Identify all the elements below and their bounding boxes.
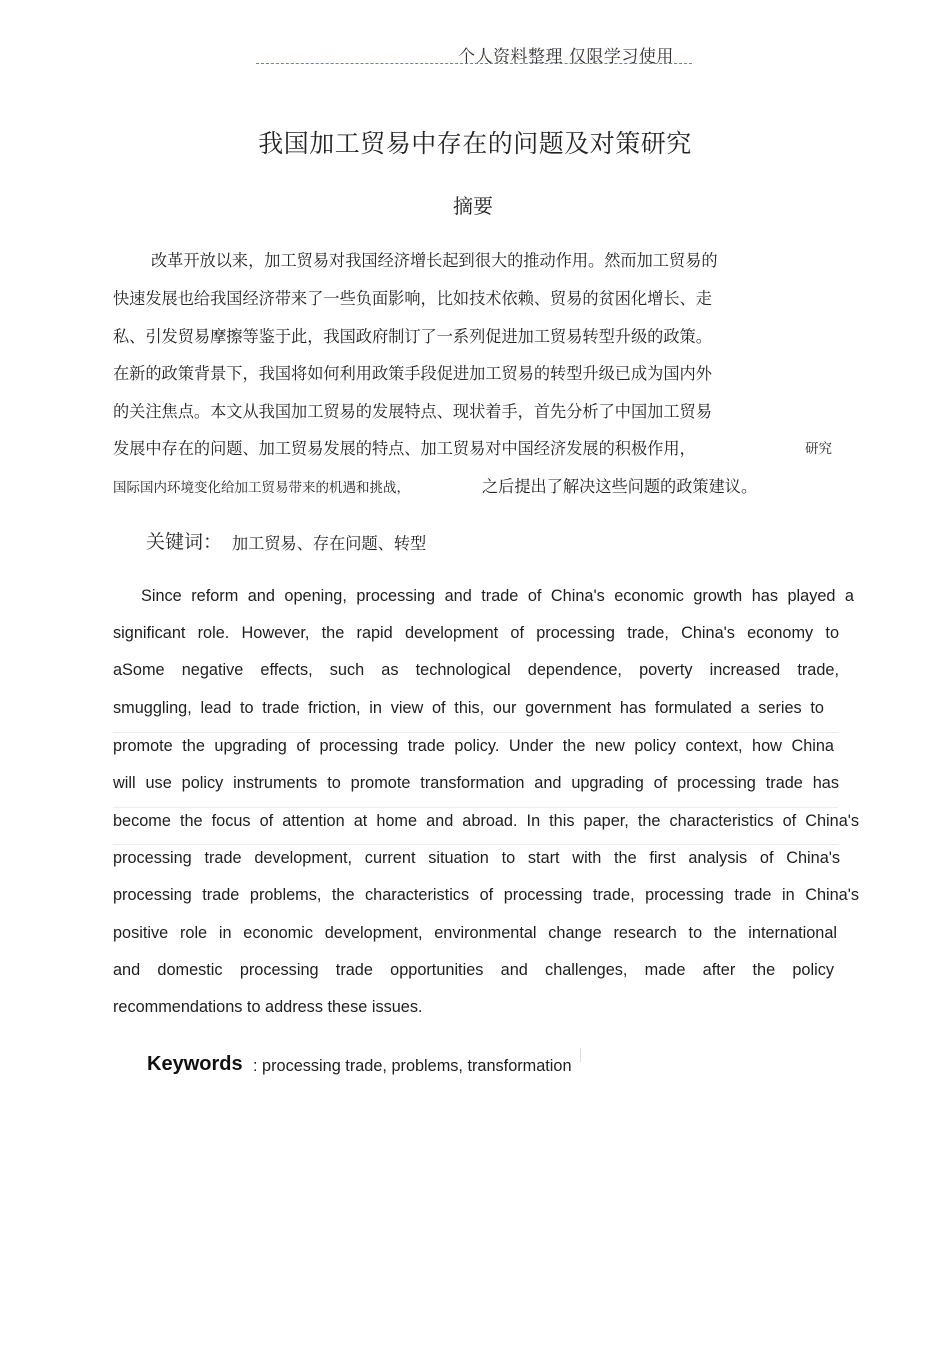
abstract-en-line: recommendations to address these issues. (113, 998, 423, 1016)
faint-rule (113, 732, 838, 733)
abstract-en-line: significant role. However, the rapid development of processing trade, China's economy to (113, 624, 839, 642)
text-cursor-mark (580, 1048, 581, 1062)
faint-rule (113, 844, 838, 845)
abstract-en-line: and domestic processing trade opportunities and challenges, made after the policy (113, 961, 834, 979)
abstract-en-line: aSome negative effects, such as technological dependence, poverty increased trade, (113, 661, 839, 679)
keywords-en-value: : processing trade, problems, transformation (253, 1057, 572, 1075)
abstract-en-line: will use policy instruments to promote transformation and upgrading of processing trade has (113, 774, 839, 792)
abstract-cn-line: 发展中存在的问题、加工贸易发展的特点、加工贸易对中国经济发展的积极作用， (113, 439, 696, 458)
abstract-en-line: positive role in economic development, environmental change research to the international (113, 924, 837, 942)
faint-rule (113, 807, 838, 808)
abstract-en-line: processing trade problems, the characteristics of processing trade, processing trade in China's (113, 886, 859, 904)
abstract-cn-line: 之后提出了解决这些问题的政策建议。 (482, 477, 758, 496)
abstract-heading: 摘要 (453, 194, 493, 218)
header-dashed-rule (256, 63, 692, 64)
keywords-cn-label: 关键词： (146, 531, 223, 553)
page-header-note: 个人资料整理 仅限学习使用 (458, 47, 674, 67)
keywords-cn-value: 加工贸易、存在问题、转型 (232, 534, 427, 553)
abstract-en-line: processing trade development, current situation to start with the first analysis of China's (113, 849, 840, 867)
abstract-cn-line: 快速发展也给我国经济带来了一些负面影响，比如技术依赖、贸易的贫困化增长、走 (113, 289, 712, 308)
abstract-cn-line: 国际国内环境变化给加工贸易带来的机遇和挑战， (113, 480, 410, 496)
keywords-en-label: Keywords (147, 1053, 243, 1075)
abstract-cn-line: 私、引发贸易摩擦等鉴于此，我国政府制订了一系列促进加工贸易转型升级的政策。 (113, 327, 712, 346)
abstract-cn-line: 的关注焦点。本文从我国加工贸易的发展特点、现状着手，首先分析了中国加工贸易 (113, 402, 712, 421)
abstract-cn-line: 在新的政策背景下，我国将如何利用政策手段促进加工贸易的转型升级已成为国内外 (113, 364, 712, 383)
abstract-en-line: Since reform and opening, processing and trade of China's economic growth has played a (141, 587, 854, 605)
document-title: 我国加工贸易中存在的问题及对策研究 (258, 129, 692, 158)
abstract-en-line: smuggling, lead to trade friction, in view of this, our government has formulated a series to (113, 699, 824, 717)
abstract-cn-line-tail: 研究 (805, 441, 832, 457)
abstract-en-line: become the focus of attention at home and abroad. In this paper, the characteristics of China's (113, 812, 859, 830)
abstract-cn-line: 改革开放以来，加工贸易对我国经济增长起到很大的推动作用。然而加工贸易的 (151, 251, 718, 270)
abstract-en-line: promote the upgrading of processing trade policy. Under the new policy context, how China (113, 737, 834, 755)
